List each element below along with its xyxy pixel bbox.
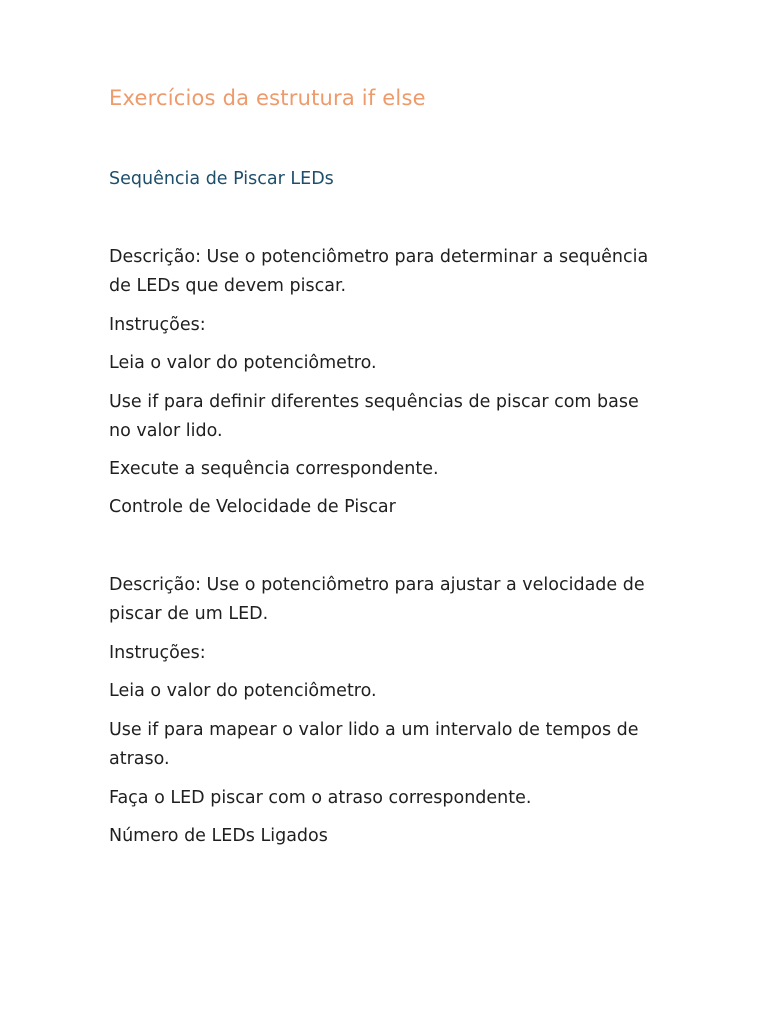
section1-description: Descrição: Use o potenciômetro para determinar a sequência de LEDs que devem piscar. <box>109 247 649 296</box>
section2-description: Descrição: Use o potenciômetro para ajustar a velocidade de piscar de um LED. <box>109 575 645 624</box>
section-heading-led-sequence: Sequência de Piscar LEDs <box>109 169 334 189</box>
section1-step-2: Use if para definir diferentes sequências de piscar com base no valor lido. <box>109 392 639 441</box>
section1-step-3: Execute a sequência correspondente. <box>109 459 439 479</box>
document-title: Exercícios da estrutura if else <box>109 86 426 110</box>
section1-instructions-label: Instruções: <box>109 315 206 335</box>
section2-step-2: Use if para mapear o valor lido a um intervalo de tempos de atraso. <box>109 720 639 769</box>
section1-step-1: Leia o valor do potenciômetro. <box>109 353 377 373</box>
section2-instructions-label: Instruções: <box>109 643 206 663</box>
section-heading-blink-speed: Controle de Velocidade de Piscar <box>109 497 396 517</box>
section-heading-leds-on: Número de LEDs Ligados <box>109 826 328 846</box>
section2-step-1: Leia o valor do potenciômetro. <box>109 681 377 701</box>
section2-step-3: Faça o LED piscar com o atraso correspondente. <box>109 788 532 808</box>
